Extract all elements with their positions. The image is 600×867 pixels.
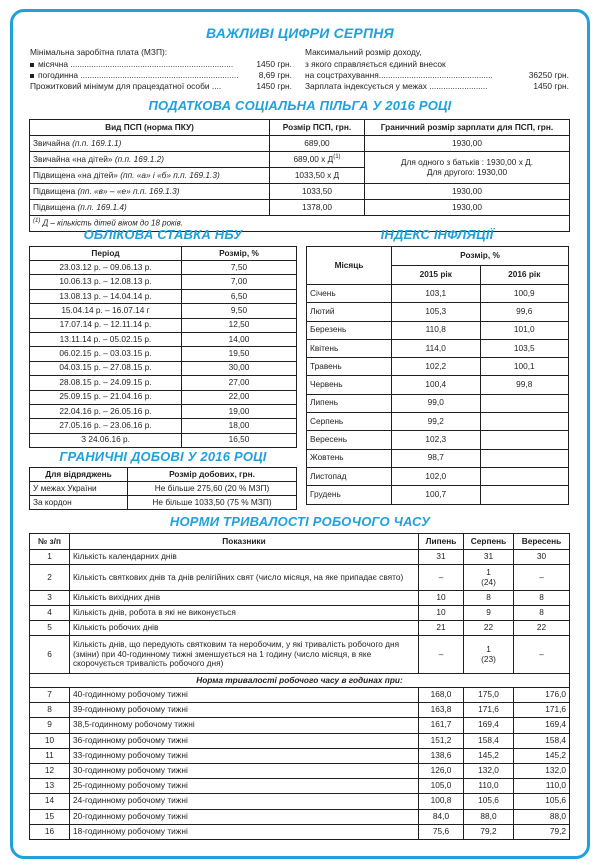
worktime-label-cell: 38,5-годинному робочому тижні (70, 718, 419, 733)
psp-size-cell: 689,00 (270, 136, 365, 152)
table-row (307, 285, 569, 303)
worktime-sep-cell: 30 (514, 550, 570, 565)
worktime-aug-cell: 22 (464, 621, 514, 636)
worktime-aug-cell: 105,6 (464, 794, 514, 809)
psp-size-cell: 1033,50 (270, 184, 365, 200)
nbu-period-cell: 17.07.14 р. – 12.11.14 р. (30, 318, 182, 332)
inflation-2016-cell: 99,6 (480, 303, 569, 321)
nbu-period-cell: 25.09.15 р. – 21.04.16 р. (30, 390, 182, 404)
psp-type-cell: Підвищена (п.п. 169.1.4) (30, 200, 270, 216)
table-row (30, 361, 297, 375)
table-row (30, 550, 570, 565)
table-row (30, 591, 570, 606)
worktime-sep-cell: 158,4 (514, 733, 570, 748)
worktime-label-cell: Кількість календарних днів (70, 550, 419, 565)
nbu-period-cell: 06.02.15 р. – 03.03.15 р. (30, 347, 182, 361)
inflation-month-cell: Квітень (307, 339, 392, 357)
worktime-sep-cell: – (514, 565, 570, 591)
worktime-aug-cell: 1 (24) (464, 565, 514, 591)
table-row (307, 376, 569, 394)
worktime-table (29, 533, 570, 840)
monthly-wage-row (30, 59, 292, 69)
psp-header-size: Розмір ПСП, грн. (270, 120, 365, 136)
nbu-period-cell: 23.03.12 р. – 09.06.13 р. (30, 261, 182, 275)
psp-limit-cell: 1930,00 (365, 200, 570, 216)
table-row (30, 748, 570, 763)
max-income-line1: Максимальний розмір доходу, (305, 47, 422, 57)
worktime-jul-cell: 105,0 (419, 779, 464, 794)
table-row (30, 304, 297, 318)
worktime-header-sep: Вересень (514, 534, 570, 550)
worktime-aug-cell: 110,0 (464, 779, 514, 794)
inflation-header-month: Місяць (307, 247, 392, 285)
max-income-value: 36250 грн. (528, 70, 569, 80)
worktime-aug-cell: 145,2 (464, 748, 514, 763)
nbu-period-cell: 04.03.15 р. – 27.08.15 р. (30, 361, 182, 375)
worktime-jul-cell: 21 (419, 621, 464, 636)
worktime-num-cell: 2 (30, 565, 70, 591)
worktime-num-cell: 14 (30, 794, 70, 809)
table-row (30, 482, 297, 496)
worktime-jul-cell: 84,0 (419, 809, 464, 824)
table-row (307, 431, 569, 449)
nbu-period-cell: 22.04.16 р. – 26.05.16 р. (30, 404, 182, 418)
nbu-period-cell: З 24.06.16 р. (30, 433, 182, 447)
inflation-2016-cell (480, 467, 569, 485)
nbu-rate-cell: 7,50 (182, 261, 297, 275)
worktime-jul-cell: – (419, 565, 464, 591)
inflation-2016-cell (480, 486, 569, 504)
hourly-wage-row (30, 70, 292, 80)
nbu-rate-cell: 22,00 (182, 390, 297, 404)
allowance-size-cell: Не більше 275,60 (20 % МЗП) (128, 482, 297, 496)
worktime-header-num: № з/п (30, 534, 70, 550)
worktime-aug-cell: 79,2 (464, 824, 514, 839)
nbu-rate-cell: 30,00 (182, 361, 297, 375)
table-row (30, 433, 297, 447)
worktime-aug-cell: 8 (464, 591, 514, 606)
inflation-2016-cell (480, 394, 569, 412)
indexed-salary-value: 1450 грн. (533, 81, 569, 91)
inflation-2016-cell (480, 431, 569, 449)
worktime-sep-cell: 169,4 (514, 718, 570, 733)
inflation-2015-cell: 102,3 (392, 431, 481, 449)
nbu-rate-cell: 12,50 (182, 318, 297, 332)
table-row (30, 275, 297, 289)
worktime-num-cell: 4 (30, 606, 70, 621)
allowance-header-trip: Для відряджень (30, 468, 128, 482)
table-row (30, 332, 297, 346)
inflation-2016-cell: 100,9 (480, 285, 569, 303)
nbu-rate-cell: 18,00 (182, 419, 297, 433)
worktime-jul-cell: 31 (419, 550, 464, 565)
worktime-aug-cell: 31 (464, 550, 514, 565)
inflation-header-2015: 2015 рік (392, 266, 481, 285)
worktime-subheader: Норма тривалості робочого часу в годинах при: (30, 674, 570, 688)
worktime-label-cell: Кількість днів, робота в які не виконується (70, 606, 419, 621)
psp-size-cell: 1033,50 х Д (270, 168, 365, 184)
worktime-label-cell: Кількість робочих днів (70, 621, 419, 636)
psp-limit-cell: Для одного з батьків : 1930,00 х Д. Для другого: 1930,00 (365, 152, 570, 184)
inflation-2016-cell: 103,5 (480, 339, 569, 357)
table-row (30, 152, 570, 168)
inflation-2015-cell: 110,8 (392, 321, 481, 339)
indexed-salary-label: Зарплата індексується у межах ......................... (305, 81, 488, 91)
nbu-period-cell: 13.08.13 р. – 14.04.14 р. (30, 289, 182, 303)
inflation-2015-cell: 98,7 (392, 449, 481, 467)
worktime-jul-cell: 100,8 (419, 794, 464, 809)
inflation-month-cell: Липень (307, 394, 392, 412)
worktime-subheader-row (30, 674, 570, 688)
max-income-line2: з якого справляється єдиний внесок (305, 59, 446, 69)
hourly-wage-label: погодинна .................................................................... (38, 70, 239, 80)
worktime-num-cell: 13 (30, 779, 70, 794)
worktime-aug-cell: 1 (23) (464, 636, 514, 674)
worktime-label-cell: 40-годинному робочому тижні (70, 688, 419, 703)
table-row (307, 358, 569, 376)
inflation-month-cell: Серпень (307, 413, 392, 431)
inflation-header-2016: 2016 рік (480, 266, 569, 285)
worktime-header-jul: Липень (419, 534, 464, 550)
psp-size-cell: 1378,00 (270, 200, 365, 216)
inflation-2015-cell: 102,2 (392, 358, 481, 376)
worktime-aug-cell: 9 (464, 606, 514, 621)
allowance-table (29, 467, 297, 510)
inflation-2015-cell: 105,3 (392, 303, 481, 321)
max-income-label: на соцстрахування................................................. (305, 70, 493, 80)
inflation-2015-cell: 114,0 (392, 339, 481, 357)
inflation-month-cell: Жовтень (307, 449, 392, 467)
worktime-num-cell: 7 (30, 688, 70, 703)
worktime-aug-cell: 88,0 (464, 809, 514, 824)
table-row (30, 200, 570, 216)
worktime-sep-cell: 145,2 (514, 748, 570, 763)
worktime-label-cell: 39-годинному робочому тижні (70, 703, 419, 718)
nbu-rate-cell: 9,50 (182, 304, 297, 318)
table-row (30, 809, 570, 824)
inflation-header-size: Розмір, % (392, 247, 569, 266)
worktime-num-cell: 9 (30, 718, 70, 733)
hourly-wage-value: 8,69 грн. (258, 70, 292, 80)
nbu-rate-cell: 19,50 (182, 347, 297, 361)
worktime-aug-cell: 132,0 (464, 763, 514, 778)
monthly-wage-value: 1450 грн. (256, 59, 292, 69)
psp-header-type: Вид ПСП (норма ПКУ) (30, 120, 270, 136)
worktime-jul-cell: 161,7 (419, 718, 464, 733)
table-row (30, 318, 297, 332)
table-row (30, 347, 297, 361)
worktime-jul-cell: 126,0 (419, 763, 464, 778)
inflation-table (306, 246, 569, 505)
nbu-rate-cell: 7,00 (182, 275, 297, 289)
nbu-title: ОБЛІКОВА СТАВКА НБУ (83, 227, 243, 242)
worktime-label-cell: 33-годинному робочому тижні (70, 748, 419, 763)
inflation-month-cell: Грудень (307, 486, 392, 504)
worktime-sep-cell: 171,6 (514, 703, 570, 718)
nbu-header-period: Період (30, 247, 182, 261)
worktime-num-cell: 1 (30, 550, 70, 565)
worktime-jul-cell: 10 (419, 591, 464, 606)
table-row (30, 376, 297, 390)
bullet-icon (30, 74, 34, 78)
inflation-month-cell: Травень (307, 358, 392, 376)
monthly-wage-label: місячна ...................................................................... (38, 59, 234, 69)
subsistence-row (30, 81, 292, 91)
table-row (30, 404, 297, 418)
bullet-icon (30, 63, 34, 67)
worktime-num-cell: 8 (30, 703, 70, 718)
indexed-salary-row (305, 81, 569, 91)
inflation-month-cell: Березень (307, 321, 392, 339)
table-row (30, 703, 570, 718)
worktime-aug-cell: 175,0 (464, 688, 514, 703)
worktime-header-indicator: Показники (70, 534, 419, 550)
worktime-aug-cell: 169,4 (464, 718, 514, 733)
table-row (30, 718, 570, 733)
psp-type-cell: Підвищена «на дітей» (пп. «а» і «б» п.п. 169.1.3) (30, 168, 270, 184)
table-row (30, 419, 297, 433)
inflation-2015-cell: 99,2 (392, 413, 481, 431)
inflation-2016-cell (480, 449, 569, 467)
worktime-label-cell: 25-годинному робочому тижні (70, 779, 419, 794)
nbu-period-cell: 13.11.14 р. – 05.02.15 р. (30, 332, 182, 346)
subsistence-value: 1450 грн. (256, 81, 292, 91)
inflation-month-cell: Листопад (307, 467, 392, 485)
inflation-2016-cell: 99,8 (480, 376, 569, 394)
inflation-title: ІНДЕКС ІНФЛЯЦІЇ (380, 227, 494, 242)
worktime-jul-cell: 138,6 (419, 748, 464, 763)
allowance-header-size: Розмір добових, грн. (128, 468, 297, 482)
table-row (307, 394, 569, 412)
worktime-label-cell: 20-годинному робочому тижні (70, 809, 419, 824)
nbu-rate-cell: 27,00 (182, 376, 297, 390)
worktime-aug-cell: 171,6 (464, 703, 514, 718)
worktime-num-cell: 3 (30, 591, 70, 606)
table-row (30, 733, 570, 748)
worktime-num-cell: 11 (30, 748, 70, 763)
table-row (30, 794, 570, 809)
nbu-period-cell: 15.04.14 р. – 16.07.14 г (30, 304, 182, 318)
nbu-rate-cell: 16,50 (182, 433, 297, 447)
psp-limit-cell: 1930,00 (365, 184, 570, 200)
nbu-table (29, 246, 297, 448)
worktime-label-cell: 24-годинному робочому тижні (70, 794, 419, 809)
worktime-sep-cell: 132,0 (514, 763, 570, 778)
nbu-period-cell: 28.08.15 р. – 24.09.15 р. (30, 376, 182, 390)
table-row (307, 449, 569, 467)
worktime-sep-cell: 110,0 (514, 779, 570, 794)
inflation-2015-cell: 102,0 (392, 467, 481, 485)
psp-type-cell: Звичайна «на дітей» (п.п. 169.1.2) (30, 152, 270, 168)
psp-table (29, 119, 570, 232)
worktime-sep-cell: 8 (514, 606, 570, 621)
psp-title: ПОДАТКОВА СОЦІАЛЬНА ПІЛЬГА У 2016 РОЦІ (148, 98, 452, 113)
worktime-sep-cell: 88,0 (514, 809, 570, 824)
page-title: ВАЖЛИВІ ЦИФРИ СЕРПНЯ (206, 25, 394, 41)
worktime-jul-cell: – (419, 636, 464, 674)
inflation-2016-cell: 100,1 (480, 358, 569, 376)
table-row (30, 496, 297, 510)
worktime-jul-cell: 163,8 (419, 703, 464, 718)
inflation-2016-cell (480, 413, 569, 431)
worktime-sep-cell: 22 (514, 621, 570, 636)
table-row (30, 606, 570, 621)
psp-type-cell: Підвищена (пп. «в» – «е» п.п. 169.1.3) (30, 184, 270, 200)
subsistence-label: Прожитковий мінімум для працездатної особи .... (30, 81, 222, 91)
worktime-header-aug: Серпень (464, 534, 514, 550)
table-row (30, 763, 570, 778)
allowance-trip-cell: У межах України (30, 482, 128, 496)
worktime-num-cell: 5 (30, 621, 70, 636)
worktime-label-cell: Кількість вихідних днів (70, 591, 419, 606)
worktime-jul-cell: 151,2 (419, 733, 464, 748)
nbu-rate-cell: 6,50 (182, 289, 297, 303)
table-row (30, 565, 570, 591)
table-row (30, 636, 570, 674)
nbu-header-rate: Розмір, % (182, 247, 297, 261)
psp-footnote: $^{(1)}$ Д – кількість дітей віком до 18 років. (30, 216, 570, 232)
worktime-num-cell: 16 (30, 824, 70, 839)
table-row (307, 467, 569, 485)
inflation-2015-cell: 100,4 (392, 376, 481, 394)
worktime-title: НОРМИ ТРИВАЛОСТІ РОБОЧОГО ЧАСУ (169, 514, 431, 529)
inflation-2015-cell: 103,1 (392, 285, 481, 303)
inflation-2015-cell: 100,7 (392, 486, 481, 504)
worktime-sep-cell: 8 (514, 591, 570, 606)
table-row (30, 390, 297, 404)
nbu-rate-cell: 19,00 (182, 404, 297, 418)
worktime-sep-cell: 105,6 (514, 794, 570, 809)
table-row (30, 289, 297, 303)
table-row (30, 136, 570, 152)
worktime-aug-cell: 158,4 (464, 733, 514, 748)
nbu-period-cell: 27.05.16 р. – 23.06.16 р. (30, 419, 182, 433)
worktime-label-cell: Кількість днів, що передують святковим та неробочим, у які тривалість робочого дня (зміни) при 40-годинному тижні зменшується на 1 годину (число місяця, в яке скорочується тривалість робочого дня) (70, 636, 419, 674)
worktime-jul-cell: 168,0 (419, 688, 464, 703)
worktime-label-cell: 18-годинному робочому тижні (70, 824, 419, 839)
table-row (307, 321, 569, 339)
allowance-size-cell: Не більше 1033,50 (75 % МЗП) (128, 496, 297, 510)
allowance-trip-cell: За кордон (30, 496, 128, 510)
table-row (30, 824, 570, 839)
table-row (307, 486, 569, 504)
inflation-month-cell: Червень (307, 376, 392, 394)
table-row (30, 688, 570, 703)
table-row (307, 413, 569, 431)
psp-size-cell: 689,00 х $Д^{(1)}$ (270, 152, 365, 168)
worktime-jul-cell: 75,6 (419, 824, 464, 839)
max-income-row (305, 70, 569, 80)
nbu-period-cell: 10.06.13 р. – 12.08.13 р. (30, 275, 182, 289)
worktime-num-cell: 15 (30, 809, 70, 824)
table-row (30, 779, 570, 794)
inflation-month-cell: Січень (307, 285, 392, 303)
psp-type-cell: Звичайна (п.п. 169.1.1) (30, 136, 270, 152)
worktime-label-cell: 30-годинному робочому тижні (70, 763, 419, 778)
worktime-sep-cell: – (514, 636, 570, 674)
worktime-jul-cell: 10 (419, 606, 464, 621)
worktime-num-cell: 10 (30, 733, 70, 748)
worktime-sep-cell: 79,2 (514, 824, 570, 839)
inflation-2016-cell: 101,0 (480, 321, 569, 339)
table-row (30, 184, 570, 200)
table-row (30, 261, 297, 275)
psp-limit-cell: 1930,00 (365, 136, 570, 152)
worktime-sep-cell: 176,0 (514, 688, 570, 703)
worktime-label-cell: 36-годинному робочому тижні (70, 733, 419, 748)
allowance-title: ГРАНИЧНІ ДОБОВІ У 2016 РОЦІ (59, 449, 267, 464)
table-row (30, 621, 570, 636)
inflation-month-cell: Лютий (307, 303, 392, 321)
worktime-num-cell: 6 (30, 636, 70, 674)
psp-header-limit: Граничний розмір зарплати для ПСП, грн. (365, 120, 570, 136)
worktime-num-cell: 12 (30, 763, 70, 778)
min-wage-label: Мінімальна заробітна плата (МЗП): (30, 47, 168, 57)
table-row (307, 339, 569, 357)
inflation-month-cell: Вересень (307, 431, 392, 449)
worktime-label-cell: Кількість святкових днів та днів релігійних свят (число місяця, на яке припадає свято) (70, 565, 419, 591)
inflation-2015-cell: 99,0 (392, 394, 481, 412)
table-row (307, 303, 569, 321)
nbu-rate-cell: 14,00 (182, 332, 297, 346)
